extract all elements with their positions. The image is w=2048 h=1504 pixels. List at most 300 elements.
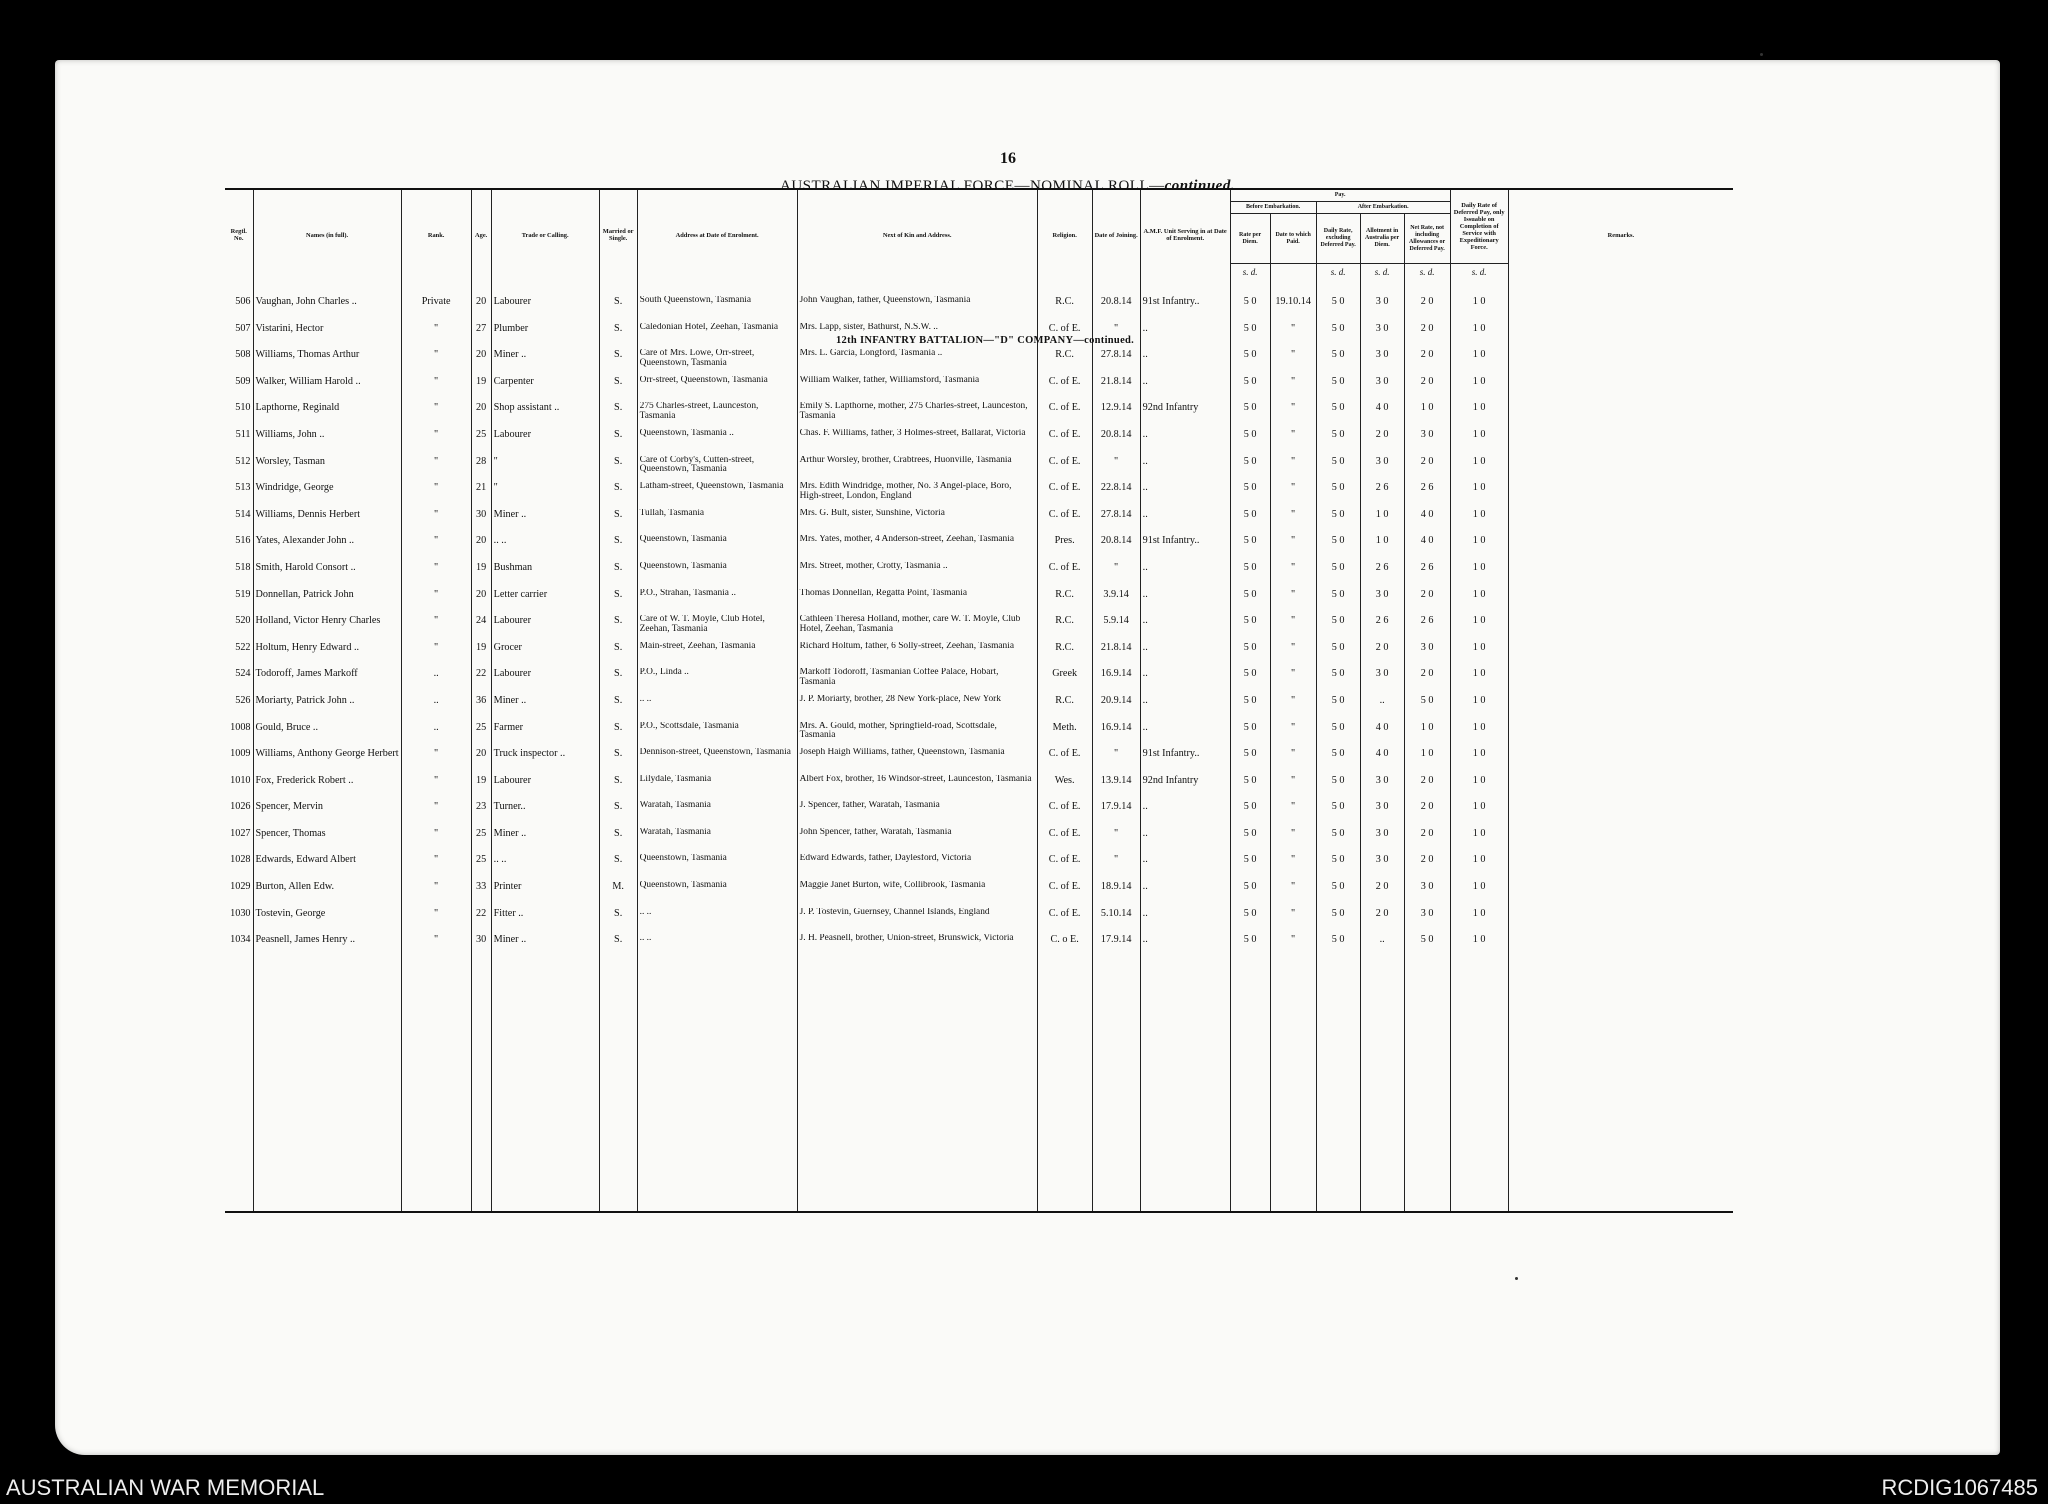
table-row [225, 642, 1733, 669]
trade-cell: Fitter .. [491, 908, 599, 935]
allotment-cell: 3 0 [1360, 296, 1404, 323]
deferred-pay-cell: 1 0 [1450, 509, 1508, 536]
daily-rate-cell: 5 0 [1316, 934, 1360, 961]
amf-unit-cell: 92nd Infantry [1140, 775, 1230, 802]
marital-status-cell: S. [599, 934, 637, 961]
amf-unit-cell: .. [1140, 615, 1230, 642]
rank-cell: " [401, 482, 471, 509]
rate-per-diem-cell: 5 0 [1230, 509, 1270, 536]
age-cell: 20 [471, 535, 491, 562]
regtl-no-cell: 526 [235, 694, 251, 706]
next-of-kin-cell: Richard Holtum, father, 6 Solly-street, Zeehan, Tasmania [797, 642, 1037, 669]
amf-unit-cell: .. [1140, 642, 1230, 669]
date-joined-cell: 5.9.14 [1092, 615, 1140, 642]
allotment-cell: 3 0 [1360, 828, 1404, 855]
marital-status-cell: S. [599, 642, 637, 669]
date-paid-cell: " [1270, 429, 1316, 456]
regtl-no-cell: 520 [235, 615, 251, 627]
col-daily-rate: Daily Rate, excluding Deferred Pay. [1316, 214, 1360, 264]
regtl-no-cell: 509 [235, 375, 251, 387]
age-cell: 22 [471, 908, 491, 935]
soldier-name-cell: Vistarini, Hector [253, 323, 401, 350]
next-of-kin-cell: Cathleen Theresa Holland, mother, care W. T. Moyle, Club Hotel, Zeehan, Tasmania [797, 615, 1037, 642]
blank-cell [1092, 961, 1140, 1212]
age-cell: 20 [471, 296, 491, 323]
rate-per-diem-cell: 5 0 [1230, 934, 1270, 961]
trade-cell: " [491, 456, 599, 483]
net-rate-cell: 2 0 [1404, 801, 1450, 828]
regtl-no-cell: 516 [235, 535, 251, 547]
deferred-pay-cell: 1 0 [1450, 828, 1508, 855]
amf-unit-cell: .. [1140, 828, 1230, 855]
blank-rows [225, 961, 1733, 1212]
amf-unit-cell: .. [1140, 509, 1230, 536]
col-pay: Pay. [1230, 189, 1450, 202]
marital-status-cell: S. [599, 429, 637, 456]
age-cell: 25 [471, 854, 491, 881]
net-rate-cell: 2 0 [1404, 323, 1450, 350]
rank-cell: " [401, 775, 471, 802]
unit-blank [1270, 264, 1316, 281]
next-of-kin-cell: Mrs. L. Garcia, Longford, Tasmania .. [797, 349, 1037, 376]
daily-rate-cell: 5 0 [1316, 722, 1360, 749]
blank-cell [599, 961, 637, 1212]
banner-cell [1508, 280, 1733, 296]
date-joined-cell: 16.9.14 [1092, 668, 1140, 695]
trade-cell: Miner .. [491, 349, 599, 376]
regtl-no-cell: 506 [235, 296, 251, 307]
daily-rate-cell: 5 0 [1316, 881, 1360, 908]
age-cell: 24 [471, 615, 491, 642]
blank-cell [1508, 961, 1733, 1212]
blank-cell [1140, 961, 1230, 1212]
allotment-cell: 3 0 [1360, 589, 1404, 616]
date-paid-cell: " [1270, 722, 1316, 749]
blank-cell [637, 961, 797, 1212]
trade-cell: Miner .. [491, 828, 599, 855]
unit-sd: s. d. [1450, 264, 1508, 281]
table-row [225, 775, 1733, 802]
trade-cell: .. .. [491, 854, 599, 881]
date-paid-cell: " [1270, 589, 1316, 616]
remarks-cell [1508, 296, 1733, 323]
deferred-pay-cell: 1 0 [1450, 589, 1508, 616]
enrolment-address-cell: .. .. [637, 908, 797, 935]
regtl-no-cell: 510 [235, 402, 251, 414]
deferred-pay-cell: 1 0 [1450, 615, 1508, 642]
col-rate-per-diem: Rate per Diem. [1230, 214, 1270, 264]
rank-cell: Private [401, 296, 471, 323]
col-rank: Rank. [401, 189, 471, 280]
allotment-cell: 1 0 [1360, 535, 1404, 562]
deferred-pay-cell: 1 0 [1450, 429, 1508, 456]
religion-cell: R.C. [1037, 349, 1092, 376]
daily-rate-cell: 5 0 [1316, 535, 1360, 562]
deferred-pay-cell: 1 0 [1450, 296, 1508, 323]
date-paid-cell: " [1270, 402, 1316, 429]
allotment-cell: 2 6 [1360, 615, 1404, 642]
trade-cell: Labourer [491, 296, 599, 323]
rank-cell: " [401, 854, 471, 881]
rate-per-diem-cell: 5 0 [1230, 376, 1270, 403]
table-row [225, 748, 1733, 775]
remarks-cell [1508, 456, 1733, 483]
enrolment-address-cell: Main-street, Zeehan, Tasmania [637, 642, 797, 669]
daily-rate-cell: 5 0 [1316, 323, 1360, 350]
remarks-cell [1508, 323, 1733, 350]
deferred-pay-cell: 1 0 [1450, 695, 1508, 722]
date-joined-cell: 3.9.14 [1092, 589, 1140, 616]
col-trade: Trade or Calling. [491, 189, 599, 280]
remarks-cell [1508, 748, 1733, 775]
remarks-cell [1508, 589, 1733, 616]
rank-cell: " [401, 801, 471, 828]
date-joined-cell: " [1092, 854, 1140, 881]
soldier-name-cell: Tostevin, George [253, 908, 401, 935]
deferred-pay-cell: 1 0 [1450, 908, 1508, 935]
date-paid-cell: 19.10.14 [1270, 296, 1316, 323]
religion-cell: C. of E. [1037, 509, 1092, 536]
trade-cell: Labourer [491, 429, 599, 456]
net-rate-cell: 3 0 [1404, 908, 1450, 935]
deferred-pay-cell: 1 0 [1450, 775, 1508, 802]
banner-cell [797, 280, 1037, 296]
table-row [225, 376, 1733, 403]
banner-cell [1450, 280, 1508, 296]
date-joined-cell: " [1092, 748, 1140, 775]
trade-cell: Carpenter [491, 376, 599, 403]
next-of-kin-cell: Mrs. Edith Windridge, mother, No. 3 Angel-place, Boro, High-street, London, England [797, 482, 1037, 509]
trade-cell: .. .. [491, 535, 599, 562]
allotment-cell: 4 0 [1360, 748, 1404, 775]
net-rate-cell: 1 0 [1404, 748, 1450, 775]
deferred-pay-cell: 1 0 [1450, 722, 1508, 749]
religion-cell: Meth. [1037, 722, 1092, 749]
religion-cell: Pres. [1037, 535, 1092, 562]
table-row [225, 349, 1733, 376]
table-row [225, 695, 1733, 722]
regtl-no-cell: 511 [235, 428, 251, 440]
religion-cell: C. of E. [1037, 828, 1092, 855]
date-paid-cell: " [1270, 615, 1316, 642]
blank-cell [491, 961, 599, 1212]
section-banner: 12th INFANTRY BATTALION—"D" COMPANY—continued. [836, 335, 1135, 346]
age-cell: 27 [471, 323, 491, 350]
age-cell: 19 [471, 562, 491, 589]
col-religion: Religion. [1037, 189, 1092, 280]
section-banner-row [225, 280, 1733, 296]
remarks-cell [1508, 429, 1733, 456]
deferred-pay-cell: 1 0 [1450, 376, 1508, 403]
next-of-kin-cell: William Walker, father, Williamsford, Tasmania [797, 376, 1037, 403]
amf-unit-cell: 91st Infantry.. [1140, 535, 1230, 562]
banner-cell [1270, 280, 1316, 296]
next-of-kin-cell: Joseph Haigh Williams, father, Queenstown, Tasmania [797, 748, 1037, 775]
next-of-kin-cell: Mrs. Yates, mother, 4 Anderson-street, Zeehan, Tasmania [797, 535, 1037, 562]
regtl-no-cell: 524 [235, 668, 251, 680]
enrolment-address-cell: Queenstown, Tasmania .. [637, 429, 797, 456]
allotment-cell: 3 0 [1360, 323, 1404, 350]
rate-per-diem-cell: 5 0 [1230, 908, 1270, 935]
rate-per-diem-cell: 5 0 [1230, 775, 1270, 802]
trade-cell: " [491, 482, 599, 509]
enrolment-address-cell: Waratah, Tasmania [637, 801, 797, 828]
deferred-pay-cell: 1 0 [1450, 456, 1508, 483]
religion-cell: C. of E. [1037, 429, 1092, 456]
regtl-no-cell: 518 [235, 561, 251, 573]
marital-status-cell: S. [599, 801, 637, 828]
deferred-pay-cell: 1 0 [1450, 323, 1508, 350]
soldier-name-cell: Moriarty, Patrick John .. [253, 695, 401, 722]
soldier-name-cell: Williams, John .. [253, 429, 401, 456]
enrolment-address-cell: .. .. [637, 934, 797, 961]
rank-cell: " [401, 376, 471, 403]
trade-cell: Labourer [491, 615, 599, 642]
marital-status-cell: S. [599, 323, 637, 350]
marital-status-cell: S. [599, 349, 637, 376]
date-joined-cell: 20.8.14 [1092, 429, 1140, 456]
date-joined-cell: " [1092, 323, 1140, 350]
deferred-pay-cell: 1 0 [1450, 535, 1508, 562]
marital-status-cell: S. [599, 615, 637, 642]
daily-rate-cell: 5 0 [1316, 482, 1360, 509]
allotment-cell: 2 6 [1360, 562, 1404, 589]
rate-per-diem-cell: 5 0 [1230, 801, 1270, 828]
rank-cell: " [401, 535, 471, 562]
age-cell: 28 [471, 456, 491, 483]
net-rate-cell: 2 0 [1404, 349, 1450, 376]
age-cell: 23 [471, 801, 491, 828]
next-of-kin-cell: Mrs. Street, mother, Crotty, Tasmania .. [797, 562, 1037, 589]
trade-cell: Miner .. [491, 509, 599, 536]
rate-per-diem-cell: 5 0 [1230, 296, 1270, 323]
title-main: AUSTRALIAN IMPERIAL FORCE—NOMINAL ROLL— [780, 178, 1165, 194]
allotment-cell: 2 0 [1360, 908, 1404, 935]
religion-cell: C. of E. [1037, 562, 1092, 589]
next-of-kin-cell: John Spencer, father, Waratah, Tasmania [797, 828, 1037, 855]
table-row [225, 482, 1733, 509]
enrolment-address-cell: 275 Charles-street, Launceston, Tasmania [637, 402, 797, 429]
allotment-cell: 2 0 [1360, 642, 1404, 669]
marital-status-cell: S. [599, 402, 637, 429]
table-row [225, 615, 1733, 642]
enrolment-address-cell: Caledonian Hotel, Zeehan, Tasmania [637, 323, 797, 350]
next-of-kin-cell: Mrs. G. Bult, sister, Sunshine, Victoria [797, 509, 1037, 536]
soldier-name-cell: Lapthorne, Reginald [253, 402, 401, 429]
enrolment-address-cell: Tullah, Tasmania [637, 509, 797, 536]
marital-status-cell: S. [599, 456, 637, 483]
date-joined-cell: 27.8.14 [1092, 349, 1140, 376]
col-before-embarkation: Before Embarkation. [1230, 202, 1316, 214]
soldier-name-cell: Williams, Thomas Arthur [253, 349, 401, 376]
marital-status-cell: S. [599, 482, 637, 509]
rank-cell: " [401, 429, 471, 456]
religion-cell: C. of E. [1037, 748, 1092, 775]
regtl-no-cell: 522 [235, 641, 251, 653]
date-paid-cell: " [1270, 456, 1316, 483]
blank-cell [1404, 961, 1450, 1212]
next-of-kin-cell: Edward Edwards, father, Daylesford, Victoria [797, 854, 1037, 881]
regtl-no-cell: 513 [235, 482, 251, 494]
rate-per-diem-cell: 5 0 [1230, 535, 1270, 562]
date-paid-cell: " [1270, 668, 1316, 695]
soldier-name-cell: Williams, Anthony George Herbert [253, 748, 401, 775]
amf-unit-cell: .. [1140, 562, 1230, 589]
banner-cell [491, 280, 599, 296]
rank-cell: " [401, 881, 471, 908]
religion-cell: C. of E. [1037, 854, 1092, 881]
rank-cell: .. [401, 722, 471, 749]
soldier-name-cell: Windridge, George [253, 482, 401, 509]
marital-status-cell: S. [599, 854, 637, 881]
enrolment-address-cell: Lilydale, Tasmania [637, 775, 797, 802]
remarks-cell [1508, 695, 1733, 722]
rate-per-diem-cell: 5 0 [1230, 589, 1270, 616]
banner-cell [225, 280, 253, 296]
religion-cell: C. of E. [1037, 402, 1092, 429]
allotment-cell: 2 0 [1360, 881, 1404, 908]
date-paid-cell: " [1270, 562, 1316, 589]
trade-cell: Bushman [491, 562, 599, 589]
marital-status-cell: M. [599, 881, 637, 908]
regtl-no-cell: 1009 [230, 748, 251, 760]
daily-rate-cell: 5 0 [1316, 775, 1360, 802]
date-paid-cell: " [1270, 642, 1316, 669]
age-cell: 33 [471, 881, 491, 908]
marital-status-cell: S. [599, 828, 637, 855]
amf-unit-cell: .. [1140, 908, 1230, 935]
date-joined-cell: 16.9.14 [1092, 722, 1140, 749]
regtl-no-cell: 1010 [230, 774, 251, 786]
rate-per-diem-cell: 5 0 [1230, 828, 1270, 855]
date-paid-cell: " [1270, 535, 1316, 562]
date-paid-cell: " [1270, 828, 1316, 855]
daily-rate-cell: 5 0 [1316, 456, 1360, 483]
rate-per-diem-cell: 5 0 [1230, 615, 1270, 642]
amf-unit-cell: 92nd Infantry [1140, 402, 1230, 429]
rate-per-diem-cell: 5 0 [1230, 722, 1270, 749]
rate-per-diem-cell: 5 0 [1230, 748, 1270, 775]
amf-unit-cell: .. [1140, 376, 1230, 403]
banner-cell [471, 280, 491, 296]
banner-cell [599, 280, 637, 296]
allotment-cell: 3 0 [1360, 668, 1404, 695]
trade-cell: Plumber [491, 323, 599, 350]
remarks-cell [1508, 376, 1733, 403]
banner-cell [1230, 280, 1270, 296]
date-joined-cell: 17.9.14 [1092, 934, 1140, 961]
religion-cell: C. of E. [1037, 376, 1092, 403]
remarks-cell [1508, 349, 1733, 376]
marital-status-cell: S. [599, 589, 637, 616]
amf-unit-cell: .. [1140, 349, 1230, 376]
deferred-pay-cell: 1 0 [1450, 349, 1508, 376]
date-paid-cell: " [1270, 748, 1316, 775]
remarks-cell [1508, 509, 1733, 536]
remarks-cell [1508, 934, 1733, 961]
next-of-kin-cell: Markoff Todoroff, Tasmanian Coffee Palace, Hobart, Tasmania [797, 668, 1037, 695]
blank-cell [1450, 961, 1508, 1212]
rate-per-diem-cell: 5 0 [1230, 881, 1270, 908]
table-row [225, 828, 1733, 855]
date-paid-cell: " [1270, 854, 1316, 881]
remarks-cell [1508, 722, 1733, 749]
net-rate-cell: 1 0 [1404, 722, 1450, 749]
unit-sd: s. d. [1360, 264, 1404, 281]
enrolment-address-cell: P.O., Linda .. [637, 668, 797, 695]
col-married: Married or Single. [599, 189, 637, 280]
daily-rate-cell: 5 0 [1316, 615, 1360, 642]
soldier-name-cell: Yates, Alexander John .. [253, 535, 401, 562]
date-paid-cell: " [1270, 376, 1316, 403]
rank-cell: " [401, 615, 471, 642]
rank-cell: " [401, 349, 471, 376]
regtl-no-cell: 1029 [230, 881, 251, 893]
enrolment-address-cell: Care of W. T. Moyle, Club Hotel, Zeehan, Tasmania [637, 615, 797, 642]
date-joined-cell: 20.9.14 [1092, 695, 1140, 722]
deferred-pay-cell: 1 0 [1450, 854, 1508, 881]
date-paid-cell: " [1270, 908, 1316, 935]
enrolment-address-cell: Dennison-street, Queenstown, Tasmania [637, 748, 797, 775]
enrolment-address-cell: P.O., Scottsdale, Tasmania [637, 722, 797, 749]
table-row [225, 801, 1733, 828]
soldier-name-cell: Holland, Victor Henry Charles [253, 615, 401, 642]
table-row [225, 402, 1733, 429]
regtl-no-cell: 1026 [230, 801, 251, 813]
date-joined-cell: 20.8.14 [1092, 535, 1140, 562]
daily-rate-cell: 5 0 [1316, 562, 1360, 589]
rate-per-diem-cell: 5 0 [1230, 482, 1270, 509]
rate-per-diem-cell: 5 0 [1230, 323, 1270, 350]
net-rate-cell: 2 0 [1404, 775, 1450, 802]
daily-rate-cell: 5 0 [1316, 801, 1360, 828]
next-of-kin-cell: John Vaughan, father, Queenstown, Tasmania [797, 296, 1037, 323]
date-paid-cell: " [1270, 801, 1316, 828]
rank-cell: " [401, 828, 471, 855]
rank-cell: " [401, 748, 471, 775]
net-rate-cell: 1 0 [1404, 402, 1450, 429]
enrolment-address-cell: Queenstown, Tasmania [637, 562, 797, 589]
daily-rate-cell: 5 0 [1316, 509, 1360, 536]
rank-cell: " [401, 934, 471, 961]
regtl-no-cell: 1034 [230, 934, 251, 946]
banner-cell [1092, 280, 1140, 296]
rate-per-diem-cell: 5 0 [1230, 854, 1270, 881]
table-row [225, 934, 1733, 961]
next-of-kin-cell: Chas. F. Williams, father, 3 Holmes-street, Ballarat, Victoria [797, 429, 1037, 456]
blank-cell [1037, 961, 1092, 1212]
date-joined-cell: 21.8.14 [1092, 642, 1140, 669]
religion-cell: R.C. [1037, 589, 1092, 616]
age-cell: 21 [471, 482, 491, 509]
remarks-cell [1508, 615, 1733, 642]
age-cell: 30 [471, 934, 491, 961]
religion-cell: C. of E. [1037, 456, 1092, 483]
rank-cell: " [401, 456, 471, 483]
col-next-of-kin: Next of Kin and Address. [797, 189, 1037, 280]
age-cell: 36 [471, 695, 491, 722]
deferred-pay-cell: 1 0 [1450, 881, 1508, 908]
amf-unit-cell: 91st Infantry.. [1140, 296, 1230, 323]
deferred-pay-cell: 1 0 [1450, 402, 1508, 429]
marital-status-cell: S. [599, 775, 637, 802]
amf-unit-cell: .. [1140, 589, 1230, 616]
net-rate-cell: 3 0 [1404, 429, 1450, 456]
age-cell: 19 [471, 376, 491, 403]
deferred-pay-cell: 1 0 [1450, 934, 1508, 961]
deferred-pay-cell: 1 0 [1450, 748, 1508, 775]
deferred-pay-cell: 1 0 [1450, 562, 1508, 589]
